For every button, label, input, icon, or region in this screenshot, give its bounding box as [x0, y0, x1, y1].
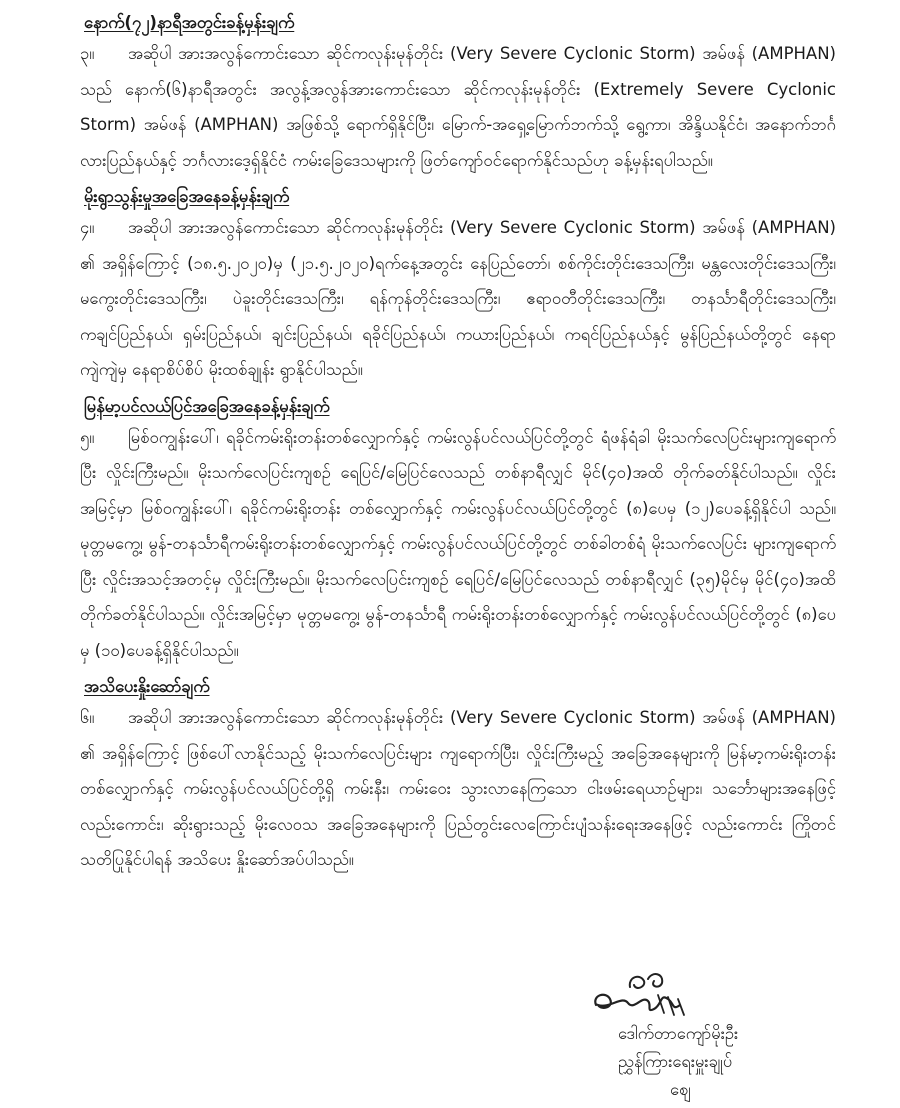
signatory-name: ဒေါက်တာကျော်မိုးဦး — [618, 1024, 739, 1043]
signature-block — [618, 1020, 858, 1104]
section-paragraph — [80, 420, 836, 669]
section-heading: နောက်(၇၂)နာရီအတွင်းခန့်မှန်းချက် — [84, 13, 295, 32]
section-rainfall-forecast — [80, 186, 836, 388]
section-72-hour-forecast — [80, 12, 836, 178]
paragraph-number: ၃။ — [80, 44, 95, 63]
signatory-title: ညွှန်ကြားရေးမှူးချုပ် — [618, 1052, 733, 1071]
section-heading: မြန်မာ့ပင်လယ်ပြင်အခြေအနေခန့်မှန်းချက် — [84, 396, 330, 416]
paragraph-body: အဆိုပါ အားအလွန်ကောင်းသော ဆိုင်ကလုန်းမုန်တိုင်း (Very Severe Cyclonic Storm) အမ်ဖန် (AMPHAN) သည် နောက်(၆)နာရီအတွင်း အလွန့်အလွန်အားကောင်းသော ဆိုင်ကလုန်းမုန်တိုင်း (Extremely Severe Cyclonic Storm) အမ်ဖန် (AMPHAN) အဖြစ်သို့ ရောက်ရှိနိုင်ပြီး၊ မြောက်-အရှေ့မြောက်ဘက်သို့ ရွေ့ကာ၊ အိန္ဒိယနိုင်ငံ၊ အနောက်ဘင်္ဂလားပြည်နယ်နှင့် ဘင်္ဂလားဒေ့ရှ်နိုင်ငံ ကမ်းခြေဒေသများကို ဖြတ်ကျော်ဝင်ရောက်နိုင်သည်ဟု ခန့်မှန်းရပါသည်။ — [80, 44, 836, 170]
section-warning — [80, 676, 836, 878]
paragraph-body: အဆိုပါ အားအလွန်ကောင်းသော ဆိုင်ကလုန်းမုန်တိုင်း (Very Severe Cyclonic Storm) အမ်ဖန် (AMPHAN) ၏ အရှိန်ကြောင့် ဖြစ်ပေါ်လာနိုင်သည့် မိုးသက်လေပြင်းများ ကျရောက်ပြီး၊ လှိုင်းကြီးမည့် အခြေအနေများကို မြန်မာ့ကမ်းရိုးတန်းတစ်လျှောက်နှင့် ကမ်းလွန်ပင်လယ်ပြင်တို့ရှိ ကမ်းနီး၊ ကမ်းဝေး သွားလာနေကြသော ငါးဖမ်းရေယာဉ်များ၊ သင်္ဘောများအနေဖြင့် လည်းကောင်း၊ ဆိုးရွားသည့် မိုးလေဝသ အခြေအနေများကို ပြည်တွင်းလေကြောင်းပျံသန်းရေးအနေဖြင့် လည်းကောင်း ကြိုတင်သတိပြုနိုင်ပါရန် အသိပေး နှိုးဆော်အပ်ပါသည်။ — [80, 708, 836, 869]
section-paragraph — [80, 210, 836, 388]
section-paragraph — [80, 700, 836, 878]
paragraph-number: ၆။ — [80, 708, 95, 727]
section-paragraph — [80, 36, 836, 178]
section-sea-forecast — [80, 396, 836, 669]
signatory-note: ဈေ — [670, 1080, 691, 1099]
section-heading: မိုးရွာသွန်းမှုအခြေအနေခန့်မှန်းချက် — [84, 187, 290, 206]
paragraph-number: ၄။ — [80, 218, 95, 237]
paragraph-number: ၅။ — [80, 427, 95, 447]
section-heading: အသိပေးနှိုးဆော်ချက် — [84, 677, 210, 696]
paragraph-body: မြစ်ဝကျွန်းပေါ်၊ ရခိုင်ကမ်းရိုးတန်းတစ်လျှောက်နှင့် ကမ်းလွန်ပင်လယ်ပြင်တို့တွင် ရံဖန်ရံခါ မိုးသက်လေပြင်းများကျရောက်ပြီး လှိုင်းကြီးမည်။ မိုးသက်လေပြင်းကျစဉ် ရေပြင်/မြေပြင်လေသည် တစ်နာရီလျှင် မိုင်(၄၀)အထိ တိုက်ခတ်နိုင်ပါသည်။ လှိုင်းအမြင့်မှာ မြစ်ဝကျွန်းပေါ်၊ ရခိုင်ကမ်းရိုးတန်း တစ်လျှောက်နှင့် ကမ်းလွန်ပင်လယ်ပြင်တို့တွင် (၈)ပေမှ (၁၂)ပေခန့်ရှိနိုင်ပါ သည်။ မုတ္တမကွေ့၊ မွန်-တနင်္သာရီကမ်းရိုးတန်းတစ်လျှောက်နှင့် ကမ်းလွန်ပင်လယ်ပြင်တို့တွင် တစ်ခါတစ်ရံ မိုးသက်လေပြင်း များကျရောက်ပြီး လှိုင်းအသင့်အတင့်မှ လှိုင်းကြီးမည်။ မိုးသက်လေပြင်းကျစဉ် ရေပြင်/မြေပြင်လေသည် တစ်နာရီလျှင် (၃၅)မိုင်မှ မိုင်(၄၀)အထိ တိုက်ခတ်နိုင်ပါသည်။ လှိုင်းအမြင့်မှာ မုတ္တမကွေ့၊ မွန်-တနင်္သာရီ ကမ်းရိုးတန်းတစ်လျှောက်နှင့် ကမ်းလွန်ပင်လယ်ပြင်တို့တွင် (၈)ပေမှ (၁၀)ပေခန့်ရှိနိုင်ပါသည်။ — [80, 427, 836, 660]
paragraph-body: အဆိုပါ အားအလွန်ကောင်းသော ဆိုင်ကလုန်းမုန်တိုင်း (Very Severe Cyclonic Storm) အမ်ဖန် (AMPHAN) ၏ အရှိန်ကြောင့် (၁၈.၅.၂၀၂၀)မှ (၂၁.၅.၂၀၂၀)ရက်နေ့အတွင်း နေပြည်တော်၊ စစ်ကိုင်းတိုင်းဒေသကြီး၊ မန္တလေးတိုင်းဒေသကြီး၊ မကွေးတိုင်းဒေသကြီး၊ ပဲခူးတိုင်းဒေသကြီး၊ ရန်ကုန်တိုင်းဒေသကြီး၊ ဧရာဝတီတိုင်းဒေသကြီး၊ တနင်္သာရီတိုင်းဒေသကြီး၊ ကချင်ပြည်နယ်၊ ရှမ်းပြည်နယ်၊ ချင်းပြည်နယ်၊ ရခိုင်ပြည်နယ်၊ ကယားပြည်နယ်၊ ကရင်ပြည်နယ်နှင့် မွန်ပြည်နယ်တို့တွင် နေရာကျဲကျဲမှ နေရာစိပ်စိပ် မိုးထစ်ချုန်း ရွာနိုင်ပါသည်။ — [80, 218, 836, 379]
handwritten-signature — [588, 965, 708, 1025]
